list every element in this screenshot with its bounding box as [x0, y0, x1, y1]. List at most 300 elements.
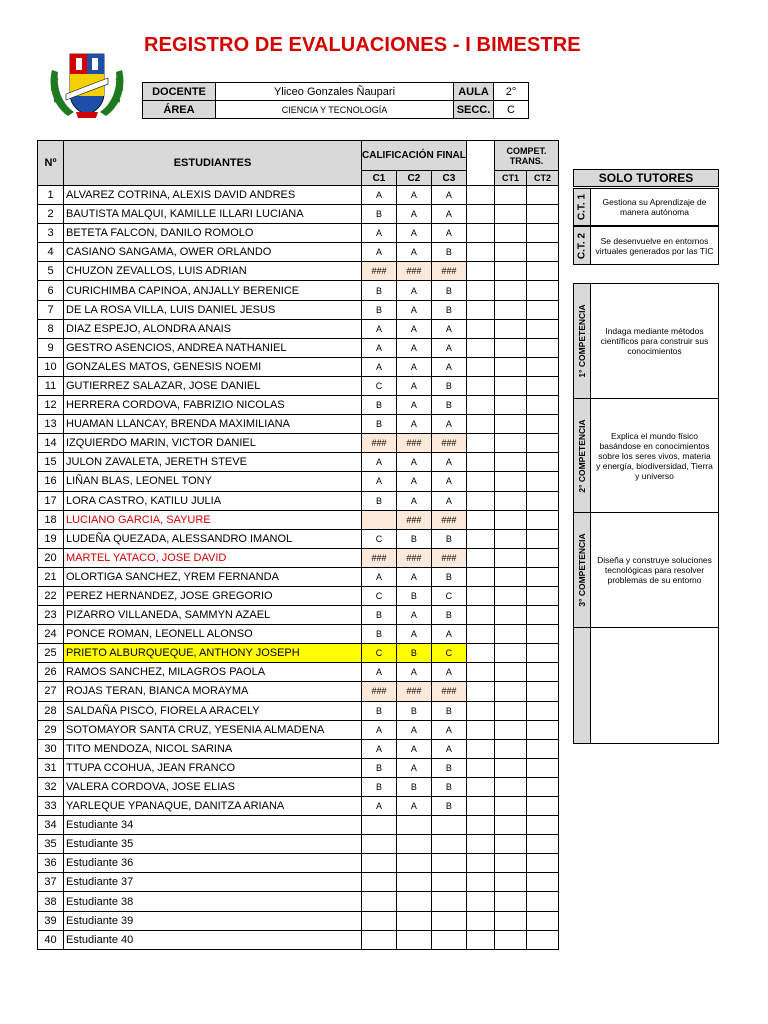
competency-4: [574, 628, 718, 743]
grade-c1: B: [362, 758, 397, 777]
student-name: PRIETO ALBURQUEQUE, ANTHONY JOSEPH: [64, 644, 362, 663]
grade-c1: A: [362, 567, 397, 586]
grade-c2: A: [396, 472, 431, 491]
ct-cell: [527, 797, 559, 816]
row-number: 38: [38, 892, 64, 911]
blank-cell: [466, 281, 494, 300]
grade-c3: ###: [431, 548, 466, 567]
grade-c3: C: [431, 644, 466, 663]
grade-c1: ###: [362, 434, 397, 453]
blank-cell: [466, 396, 494, 415]
ct-row: [495, 434, 559, 453]
grade-c2: [396, 816, 431, 835]
header-compet-trans: [495, 141, 559, 171]
blank-cell: [466, 548, 494, 567]
grade-c2: ###: [396, 262, 431, 281]
grade-c1: B: [362, 396, 397, 415]
ct-cell: [495, 357, 527, 376]
blank-cell: [466, 816, 494, 835]
table-row: [38, 739, 495, 758]
blank-cell: [466, 739, 494, 758]
ct-cell: [527, 434, 559, 453]
table-row: [38, 319, 495, 338]
grade-c2: A: [396, 491, 431, 510]
grade-c3: A: [431, 663, 466, 682]
blank-cell: [466, 567, 494, 586]
row-number: 4: [38, 243, 64, 262]
student-name: ALVAREZ COTRINA, ALEXIS DAVID ANDRES: [64, 186, 362, 205]
grade-c1: [362, 816, 397, 835]
ct-cell: [527, 758, 559, 777]
table-row: [38, 644, 495, 663]
grade-c1: B: [362, 281, 397, 300]
grade-c2: ###: [396, 510, 431, 529]
row-number: 26: [38, 663, 64, 682]
grade-c1: A: [362, 224, 397, 243]
row-number: 30: [38, 739, 64, 758]
ct-cell: [495, 873, 527, 892]
docente-value: Yliceo Gonzales Ñaupari: [216, 83, 454, 101]
grade-c3: A: [431, 491, 466, 510]
grade-c2: [396, 911, 431, 930]
teacher-info-table: [142, 82, 529, 119]
blank-cell: [466, 625, 494, 644]
competency-2: [574, 399, 718, 513]
ct-cell: [527, 892, 559, 911]
student-name: Estudiante 35: [64, 835, 362, 854]
competency-1-tab: 1° COMPETENCIA: [577, 304, 587, 378]
row-number: 15: [38, 453, 64, 472]
ct-cell: [527, 567, 559, 586]
ct-cell: [527, 453, 559, 472]
table-row: [38, 205, 495, 224]
grade-c1: A: [362, 338, 397, 357]
grade-c3: B: [431, 281, 466, 300]
area-value: CIENCIA Y TECNOLOGÍA: [216, 101, 454, 119]
row-number: 5: [38, 262, 64, 281]
blank-cell: [466, 491, 494, 510]
transversal-competencies-table: [494, 140, 559, 950]
row-number: 34: [38, 816, 64, 835]
grade-c3: A: [431, 319, 466, 338]
grade-c3: A: [431, 739, 466, 758]
grade-c2: A: [396, 606, 431, 625]
ct-cell: [527, 357, 559, 376]
ct-cell: [527, 262, 559, 281]
row-number: 24: [38, 625, 64, 644]
grade-c1: [362, 892, 397, 911]
row-number: 29: [38, 720, 64, 739]
blank-cell: [466, 930, 494, 949]
ct-row: [495, 567, 559, 586]
header-c1: C1: [362, 171, 397, 186]
table-row: [38, 873, 495, 892]
student-name: Estudiante 36: [64, 854, 362, 873]
ct-row: [495, 606, 559, 625]
student-name: CHUZON ZEVALLOS, LUIS ADRIAN: [64, 262, 362, 281]
row-number: 14: [38, 434, 64, 453]
blank-cell: [466, 854, 494, 873]
grade-c3: ###: [431, 434, 466, 453]
grade-c1: [362, 835, 397, 854]
blank-cell: [466, 510, 494, 529]
student-name: PEREZ HERNANDEZ, JOSE GREGORIO: [64, 586, 362, 605]
student-name: LUCIANO GARCIA, SAYURE: [64, 510, 362, 529]
ct1-box: [573, 188, 719, 226]
blank-cell: [466, 186, 494, 205]
grade-c2: A: [396, 758, 431, 777]
ct-cell: [495, 816, 527, 835]
grade-c2: A: [396, 224, 431, 243]
ct-cell: [527, 300, 559, 319]
row-number: 12: [38, 396, 64, 415]
ct-cell: [495, 739, 527, 758]
header-blank: [466, 141, 494, 186]
student-name: CASIANO SANGAMA, OWER ORLANDO: [64, 243, 362, 262]
student-name: GUTIERREZ SALAZAR, JOSE DANIEL: [64, 376, 362, 395]
ct-row: [495, 854, 559, 873]
grade-c3: A: [431, 224, 466, 243]
table-row: [38, 682, 495, 701]
ct-cell: [495, 930, 527, 949]
grade-c2: A: [396, 453, 431, 472]
table-row: [38, 415, 495, 434]
ct-row: [495, 205, 559, 224]
student-name: JULON ZAVALETA, JERETH STEVE: [64, 453, 362, 472]
ct-cell: [527, 663, 559, 682]
grade-c2: ###: [396, 682, 431, 701]
ct-row: [495, 472, 559, 491]
row-number: 33: [38, 797, 64, 816]
header-compet-line2: TRANS.: [509, 155, 544, 166]
tutors-panel: [573, 169, 719, 259]
table-row: [38, 434, 495, 453]
row-number: 16: [38, 472, 64, 491]
table-row: [38, 606, 495, 625]
blank-cell: [466, 376, 494, 395]
grade-c2: B: [396, 586, 431, 605]
row-number: 35: [38, 835, 64, 854]
grade-c3: B: [431, 758, 466, 777]
ct-cell: [495, 892, 527, 911]
grade-c2: ###: [396, 548, 431, 567]
grades-table: [37, 140, 495, 950]
blank-cell: [466, 720, 494, 739]
student-name: Estudiante 40: [64, 930, 362, 949]
student-name: DIAZ ESPEJO, ALONDRA ANAIS: [64, 319, 362, 338]
ct-row: [495, 644, 559, 663]
ct-cell: [495, 548, 527, 567]
ct-cell: [527, 243, 559, 262]
ct-row: [495, 701, 559, 720]
row-number: 39: [38, 911, 64, 930]
grade-c3: A: [431, 453, 466, 472]
grade-c3: B: [431, 567, 466, 586]
blank-cell: [466, 472, 494, 491]
blank-cell: [466, 835, 494, 854]
ct-cell: [495, 567, 527, 586]
table-row: [38, 529, 495, 548]
grade-c1: C: [362, 644, 397, 663]
grade-c2: [396, 854, 431, 873]
ct-row: [495, 376, 559, 395]
blank-cell: [466, 415, 494, 434]
student-name: BETETA FALCON, DANILO ROMOLO: [64, 224, 362, 243]
header-c2: C2: [396, 171, 431, 186]
ct-row: [495, 281, 559, 300]
student-name: Estudiante 37: [64, 873, 362, 892]
grade-c3: ###: [431, 510, 466, 529]
blank-cell: [466, 758, 494, 777]
header-ct2: CT2: [527, 171, 559, 186]
grade-c3: B: [431, 376, 466, 395]
ct-cell: [527, 586, 559, 605]
table-row: [38, 567, 495, 586]
ct-cell: [495, 281, 527, 300]
ct-cell: [527, 186, 559, 205]
blank-cell: [466, 777, 494, 796]
ct2-description: Se desenvuelve en entornos virtuales generados por las TIC: [595, 235, 714, 256]
grade-c3: [431, 930, 466, 949]
grade-c1: [362, 854, 397, 873]
ct-cell: [527, 376, 559, 395]
ct-cell: [527, 338, 559, 357]
student-name: SOTOMAYOR SANTA CRUZ, YESENIA ALMADENA: [64, 720, 362, 739]
student-name: Estudiante 39: [64, 911, 362, 930]
ct-cell: [527, 873, 559, 892]
student-name: BAUTISTA MALQUI, KAMILLE ILLARI LUCIANA: [64, 205, 362, 224]
ct-cell: [527, 701, 559, 720]
table-row: [38, 911, 495, 930]
blank-cell: [466, 338, 494, 357]
secc-label: SECC.: [454, 101, 494, 119]
grade-c2: A: [396, 415, 431, 434]
tutors-title: SOLO TUTORES: [573, 169, 719, 187]
grade-c2: B: [396, 529, 431, 548]
ct-cell: [527, 491, 559, 510]
ct-row: [495, 224, 559, 243]
table-row: [38, 835, 495, 854]
ct-row: [495, 300, 559, 319]
grade-c1: C: [362, 529, 397, 548]
competency-4-description: [591, 628, 718, 743]
ct-row: [495, 797, 559, 816]
grade-c2: A: [396, 663, 431, 682]
ct-cell: [495, 186, 527, 205]
grade-c3: B: [431, 396, 466, 415]
grade-c3: ###: [431, 682, 466, 701]
row-number: 23: [38, 606, 64, 625]
table-row: [38, 491, 495, 510]
ct-cell: [495, 911, 527, 930]
student-name: PIZARRO VILLANEDA, SAMMYN AZAEL: [64, 606, 362, 625]
ct-row: [495, 491, 559, 510]
grade-c2: A: [396, 357, 431, 376]
blank-cell: [466, 453, 494, 472]
ct-row: [495, 739, 559, 758]
table-row: [38, 701, 495, 720]
ct-cell: [495, 529, 527, 548]
header-c3: C3: [431, 171, 466, 186]
student-name: PONCE ROMAN, LEONELL ALONSO: [64, 625, 362, 644]
ct-row: [495, 816, 559, 835]
row-number: 19: [38, 529, 64, 548]
blank-cell: [466, 644, 494, 663]
ct-row: [495, 186, 559, 205]
ct-row: [495, 873, 559, 892]
ct-row: [495, 338, 559, 357]
table-row: [38, 262, 495, 281]
row-number: 28: [38, 701, 64, 720]
ct1-tab: C.T. 1: [576, 193, 588, 221]
table-row: [38, 243, 495, 262]
ct-cell: [527, 835, 559, 854]
table-row: [38, 186, 495, 205]
blank-cell: [466, 682, 494, 701]
header-number: Nº: [38, 141, 64, 186]
ct-cell: [527, 529, 559, 548]
student-name: TITO MENDOZA, NICOL SARINA: [64, 739, 362, 758]
student-name: TTUPA CCOHUA, JEAN FRANCO: [64, 758, 362, 777]
grade-c3: [431, 835, 466, 854]
grade-c2: A: [396, 281, 431, 300]
grade-c2: [396, 930, 431, 949]
grade-c2: B: [396, 644, 431, 663]
ct-row: [495, 625, 559, 644]
ct-cell: [495, 835, 527, 854]
grade-c2: A: [396, 567, 431, 586]
blank-cell: [466, 701, 494, 720]
grade-c3: A: [431, 357, 466, 376]
student-name: MARTEL YATACO, JOSE DAVID: [64, 548, 362, 567]
student-name: CURICHIMBA CAPINOA, ANJALLY BERENICE: [64, 281, 362, 300]
ct-cell: [527, 510, 559, 529]
ct-cell: [495, 491, 527, 510]
row-number: 3: [38, 224, 64, 243]
ct-cell: [495, 376, 527, 395]
table-row: [38, 300, 495, 319]
ct-cell: [495, 720, 527, 739]
student-name: Estudiante 34: [64, 816, 362, 835]
table-row: [38, 338, 495, 357]
ct-cell: [527, 739, 559, 758]
grade-c1: [362, 911, 397, 930]
blank-cell: [466, 205, 494, 224]
ct-cell: [495, 510, 527, 529]
ct-cell: [495, 682, 527, 701]
grade-c3: [431, 873, 466, 892]
row-number: 31: [38, 758, 64, 777]
grade-c1: C: [362, 376, 397, 395]
ct-cell: [527, 644, 559, 663]
row-number: 13: [38, 415, 64, 434]
table-row: [38, 548, 495, 567]
grade-c3: B: [431, 797, 466, 816]
ct-cell: [495, 644, 527, 663]
grade-c2: A: [396, 205, 431, 224]
row-number: 36: [38, 854, 64, 873]
ct1-description: Gestiona su Aprendizaje de manera autónoma: [602, 197, 707, 217]
ct-cell: [527, 854, 559, 873]
grade-c1: B: [362, 300, 397, 319]
grade-c3: A: [431, 720, 466, 739]
grade-c1: B: [362, 625, 397, 644]
grade-c2: A: [396, 338, 431, 357]
competency-1: [574, 284, 718, 399]
blank-cell: [466, 262, 494, 281]
ct-row: [495, 415, 559, 434]
ct-row: [495, 396, 559, 415]
row-number: 32: [38, 777, 64, 796]
row-number: 20: [38, 548, 64, 567]
row-number: 22: [38, 586, 64, 605]
grade-c3: [431, 854, 466, 873]
blank-cell: [466, 224, 494, 243]
grade-c3: A: [431, 205, 466, 224]
grade-c1: ###: [362, 262, 397, 281]
blank-cell: [466, 663, 494, 682]
ct-row: [495, 758, 559, 777]
ct-cell: [495, 434, 527, 453]
ct-cell: [495, 396, 527, 415]
ct-cell: [495, 319, 527, 338]
student-name: GONZALES MATOS, GENESIS NOEMI: [64, 357, 362, 376]
grade-c2: B: [396, 777, 431, 796]
student-name: LUDEÑA QUEZADA, ALESSANDRO IMANOL: [64, 529, 362, 548]
ct-cell: [495, 472, 527, 491]
grade-c3: B: [431, 701, 466, 720]
ct-row: [495, 835, 559, 854]
grade-c1: A: [362, 663, 397, 682]
area-label: ÁREA: [143, 101, 216, 119]
ct-cell: [527, 625, 559, 644]
secc-value: C: [494, 101, 529, 119]
table-row: [38, 453, 495, 472]
ct-cell: [495, 453, 527, 472]
student-name: ROJAS TERAN, BIANCA MORAYMA: [64, 682, 362, 701]
competency-3-tab: 3° COMPETENCIA: [577, 533, 587, 607]
ct-cell: [527, 205, 559, 224]
grade-c1: C: [362, 586, 397, 605]
student-name: IZQUIERDO MARIN, VICTOR DANIEL: [64, 434, 362, 453]
grade-c3: A: [431, 415, 466, 434]
grade-c3: [431, 892, 466, 911]
table-row: [38, 376, 495, 395]
grade-c2: ###: [396, 434, 431, 453]
grade-c1: A: [362, 739, 397, 758]
ct-row: [495, 548, 559, 567]
ct-row: [495, 319, 559, 338]
ct-cell: [527, 415, 559, 434]
competency-3-description: Diseña y construye soluciones tecnológicas para resolver problemas de su entorno: [597, 555, 712, 585]
ct-cell: [495, 777, 527, 796]
ct-cell: [527, 930, 559, 949]
grade-c2: A: [396, 739, 431, 758]
blank-cell: [466, 357, 494, 376]
competency-2-description: Explica el mundo físico basándose en conocimientos sobre los seres vivos, materia y energía, biodiversidad, Tierra y universo: [596, 430, 713, 481]
ct-cell: [527, 472, 559, 491]
ct-row: [495, 663, 559, 682]
ct-cell: [527, 224, 559, 243]
ct-row: [495, 892, 559, 911]
grade-c2: [396, 873, 431, 892]
table-row: [38, 224, 495, 243]
aula-label: AULA: [454, 83, 494, 101]
header-students: ESTUDIANTES: [64, 141, 362, 186]
grade-c1: A: [362, 357, 397, 376]
table-row: [38, 510, 495, 529]
grade-c1: B: [362, 777, 397, 796]
